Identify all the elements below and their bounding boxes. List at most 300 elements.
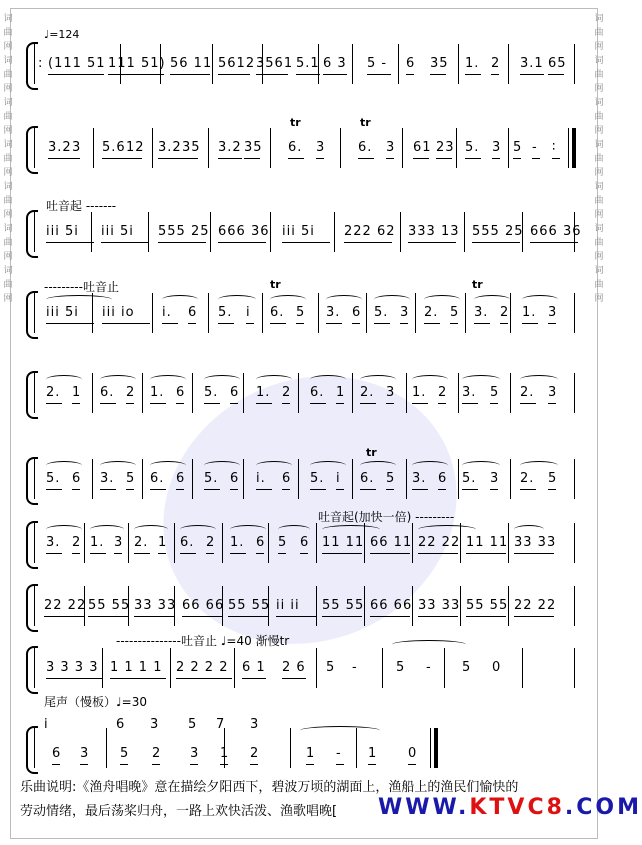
beam-line <box>120 764 128 765</box>
jianpu-note: 55 55 <box>322 598 365 613</box>
jianpu-note: 1 <box>336 385 346 400</box>
beam-line <box>386 489 394 490</box>
beam-line <box>548 489 556 490</box>
barline <box>34 523 35 563</box>
beam-line <box>126 489 134 490</box>
jianpu-note: 6 <box>230 385 240 400</box>
barline <box>334 212 335 252</box>
beam-line <box>400 323 408 324</box>
jianpu-note: 2 <box>72 535 82 550</box>
beam-line <box>310 403 326 404</box>
system-brace <box>26 291 38 339</box>
beam-line <box>101 242 149 243</box>
barline <box>34 459 35 499</box>
trill-mark: tr <box>366 446 377 459</box>
jianpu-note: 55 55 <box>466 598 509 613</box>
jianpu-note: 5 <box>513 140 523 155</box>
slur <box>46 295 112 304</box>
jianpu-note: 3.2 <box>48 140 72 155</box>
barline <box>290 728 291 768</box>
beam-line <box>220 764 228 765</box>
beam-line <box>418 616 458 617</box>
jianpu-note: 3 <box>492 140 502 155</box>
jianpu-note: 33 33 <box>514 535 557 550</box>
jianpu-note: 1 <box>220 746 230 761</box>
barline <box>406 373 407 413</box>
beam-line <box>370 553 410 554</box>
barline <box>142 373 143 413</box>
jianpu-note: 0 <box>408 746 418 761</box>
jianpu-note: 3. <box>474 305 489 320</box>
beam-line <box>48 158 72 159</box>
jianpu-note: 5 <box>450 305 460 320</box>
barline <box>465 293 466 333</box>
jianpu-note: 3.2 <box>218 140 242 155</box>
jianpu-note: - <box>532 140 538 155</box>
beam-line <box>368 764 376 765</box>
barline <box>415 293 416 333</box>
jianpu-note: 1. <box>465 56 480 71</box>
barline <box>92 459 93 499</box>
barline <box>508 44 509 84</box>
slur <box>374 295 410 304</box>
jianpu-note: 3 <box>80 746 90 761</box>
beam-line <box>218 158 242 159</box>
jianpu-note: 6. <box>310 385 325 400</box>
slur <box>204 461 240 470</box>
jianpu-note: 61 <box>413 140 432 155</box>
beam-line <box>158 158 182 159</box>
jianpu-note: 1. <box>256 385 271 400</box>
jianpu-note: 5 <box>548 471 558 486</box>
jianpu-note: 33 33 <box>418 598 461 613</box>
barline <box>152 293 153 333</box>
beam-line <box>438 403 446 404</box>
beam-line <box>408 764 416 765</box>
end-barline-thin <box>568 128 569 168</box>
beam-line <box>514 616 554 617</box>
site-watermark <box>378 795 642 820</box>
system-brace <box>26 726 38 774</box>
slur <box>462 375 500 384</box>
ending-upper-note: 6 <box>116 717 126 732</box>
system-brace <box>26 584 38 632</box>
beam-line <box>250 764 258 765</box>
jianpu-note: 3. <box>412 471 427 486</box>
jianpu-note: i. <box>162 305 172 320</box>
barline <box>268 523 269 563</box>
barline <box>340 128 341 168</box>
beam-line <box>520 74 544 75</box>
beam-line <box>386 158 394 159</box>
jianpu-note: 35 <box>430 56 449 71</box>
beam-line <box>228 616 268 617</box>
beam-line <box>44 616 84 617</box>
system-brace <box>26 371 38 419</box>
barline <box>208 128 209 168</box>
side-watermark-right: 词曲网词曲网词曲网词曲网词曲网词曲网词曲网 <box>594 14 604 304</box>
beam-line <box>336 489 344 490</box>
barline <box>234 648 235 688</box>
beam-line <box>48 74 104 75</box>
beam-line <box>218 323 234 324</box>
jianpu-note: 6. <box>150 471 165 486</box>
jianpu-note: 23 <box>436 140 455 155</box>
jianpu-note: i. <box>256 471 266 486</box>
jianpu-note: 3 <box>400 305 410 320</box>
jianpu-note: 66 66 <box>182 598 225 613</box>
beam-line <box>276 616 316 617</box>
jianpu-note: 2 6 <box>282 660 306 675</box>
jianpu-note: 6 <box>256 535 266 550</box>
barline <box>574 586 575 626</box>
beam-line <box>386 403 394 404</box>
staff-system <box>34 523 574 563</box>
beam-line <box>491 74 499 75</box>
jianpu-note: 5612 <box>218 56 256 71</box>
jianpu-note: 6 <box>438 471 448 486</box>
jianpu-note: 3 <box>548 385 558 400</box>
jianpu-note: 65 <box>548 56 567 71</box>
ending-upper-note: i <box>44 717 49 732</box>
beam-line <box>296 74 320 75</box>
barline <box>444 648 445 688</box>
slur <box>134 525 168 534</box>
jianpu-note: 6 <box>352 305 362 320</box>
jianpu-note: iii 5i <box>101 224 134 239</box>
beam-line <box>134 616 174 617</box>
beam-line <box>336 403 344 404</box>
beam-line <box>514 553 554 554</box>
jianpu-note: 0 <box>492 660 502 675</box>
beam-line <box>246 323 254 324</box>
barline <box>398 44 399 84</box>
beam-line <box>152 764 160 765</box>
beam-line <box>158 242 206 243</box>
beam-line <box>218 242 266 243</box>
jianpu-note: 66 66 <box>370 598 413 613</box>
beam-line <box>532 158 540 159</box>
jianpu-note: 22 22 <box>44 598 87 613</box>
beam-line <box>412 489 428 490</box>
beam-line <box>408 242 456 243</box>
jianpu-note: 6 <box>176 471 186 486</box>
jianpu-note: 5. <box>204 471 219 486</box>
slur <box>162 295 198 304</box>
beam-line <box>88 616 128 617</box>
jianpu-note: 6 <box>188 305 198 320</box>
jianpu-note: - <box>426 660 432 675</box>
barline <box>34 293 35 333</box>
beam-line <box>218 74 250 75</box>
jianpu-note: 35 <box>182 140 201 155</box>
jianpu-note: 5. <box>218 305 233 320</box>
beam-line <box>100 403 116 404</box>
slur <box>90 525 124 534</box>
beam-line <box>500 323 508 324</box>
barline <box>352 459 353 499</box>
jianpu-note: 3.1 <box>520 56 544 71</box>
beam-line <box>256 403 272 404</box>
repeat-start-sign: : <box>38 56 44 71</box>
jianpu-note: 6. <box>288 140 303 155</box>
barline <box>34 648 35 688</box>
beam-line <box>492 158 500 159</box>
beam-line <box>412 403 428 404</box>
jianpu-note: 2 <box>250 746 260 761</box>
jianpu-note: 1 <box>72 385 82 400</box>
barline <box>316 523 317 563</box>
barline <box>91 212 92 252</box>
jianpu-note: 6 <box>176 385 186 400</box>
side-watermark-left: 词曲网词曲网词曲网词曲网词曲网词曲网词曲网 <box>3 14 13 304</box>
jianpu-note: 12 <box>126 140 145 155</box>
slur <box>360 461 396 470</box>
beam-line <box>52 764 60 765</box>
jianpu-note: 2 <box>206 535 216 550</box>
beam-line <box>326 323 342 324</box>
jianpu-note: 111 51) <box>108 56 166 71</box>
staff-system <box>34 212 582 252</box>
barline <box>270 212 271 252</box>
barline <box>382 648 383 688</box>
jianpu-note: 555 25 <box>472 224 524 239</box>
beam-line <box>552 158 560 159</box>
barline <box>522 648 523 688</box>
beam-line <box>176 678 232 679</box>
jianpu-note: 55 55 <box>228 598 271 613</box>
jianpu-note: 5 <box>120 746 130 761</box>
beam-line <box>336 764 344 765</box>
jianpu-note: 5 <box>490 385 500 400</box>
beam-line <box>158 553 166 554</box>
performance-annotation: 吐音起 ------- <box>46 199 117 213</box>
jianpu-note: 2 2 2 2 <box>176 660 229 675</box>
barline <box>318 293 319 333</box>
jianpu-note: i <box>336 471 341 486</box>
jianpu-note: 2. <box>134 535 149 550</box>
beam-line <box>438 489 446 490</box>
beam-line <box>310 489 326 490</box>
beam-line <box>466 616 506 617</box>
beam-line <box>282 242 330 243</box>
beam-line <box>548 74 564 75</box>
slur <box>256 461 292 470</box>
beam-line <box>406 74 414 75</box>
jianpu-note: 2 <box>152 746 162 761</box>
jianpu-note: 5 <box>386 471 396 486</box>
system-brace <box>26 521 38 569</box>
beam-line <box>190 764 198 765</box>
slur <box>520 375 558 384</box>
barline <box>352 44 353 84</box>
jianpu-note: - <box>336 746 342 761</box>
beam-line <box>108 74 164 75</box>
barline <box>508 128 509 168</box>
jianpu-note: 2 <box>438 385 448 400</box>
beam-line <box>418 553 458 554</box>
tie-slur <box>392 640 466 649</box>
beam-line <box>424 323 440 324</box>
jianpu-note: 6. <box>358 140 373 155</box>
barline <box>574 293 575 333</box>
beam-line <box>316 158 324 159</box>
beam-line <box>490 489 498 490</box>
barline <box>400 212 401 252</box>
slur <box>204 375 240 384</box>
jianpu-note: 3. <box>46 535 61 550</box>
slur <box>256 375 292 384</box>
jianpu-note: iii 5i <box>46 224 79 239</box>
barline <box>34 373 35 413</box>
beam-line <box>490 403 498 404</box>
barline <box>142 459 143 499</box>
beam-line <box>322 553 362 554</box>
slur <box>310 461 346 470</box>
barline <box>208 293 209 333</box>
jianpu-note: 3 <box>72 140 82 155</box>
jianpu-note: 2. <box>360 385 375 400</box>
jianpu-note: 1. <box>522 305 537 320</box>
ending-upper-note: 3 <box>250 717 260 732</box>
barline <box>34 128 35 168</box>
slur <box>424 295 460 304</box>
jianpu-note: i <box>246 305 251 320</box>
barline <box>210 212 211 252</box>
jianpu-note: 5 <box>126 471 136 486</box>
slur <box>278 525 310 534</box>
jianpu-note: 2 <box>491 56 501 71</box>
jianpu-note: iii 5i <box>46 305 79 320</box>
jianpu-note: 3. <box>326 305 341 320</box>
barline <box>510 459 511 499</box>
beam-line <box>72 403 80 404</box>
barline <box>574 523 575 563</box>
beam-line <box>462 489 478 490</box>
beam-line <box>300 553 308 554</box>
jianpu-note: 3 <box>490 471 500 486</box>
beam-line <box>244 158 260 159</box>
beam-line <box>162 323 178 324</box>
slur <box>326 295 362 304</box>
jianpu-note: 6. <box>360 471 375 486</box>
jianpu-note: 3 3 3 3 <box>46 660 99 675</box>
end-barline-thin <box>430 728 431 768</box>
beam-line <box>520 403 536 404</box>
beam-line <box>46 489 62 490</box>
beam-line <box>230 553 246 554</box>
performance-annotation: 吐音起(加快一倍) --------- <box>318 510 455 524</box>
system-brace <box>26 42 38 90</box>
beam-line <box>358 158 374 159</box>
beam-line <box>46 403 62 404</box>
beam-line <box>46 242 94 243</box>
beam-line <box>134 553 150 554</box>
watermark-www: WWW. <box>378 795 470 820</box>
slur <box>360 375 396 384</box>
jianpu-note: 3. <box>100 471 115 486</box>
jianpu-note: 11 11 <box>322 535 365 550</box>
jianpu-note: 5 - <box>367 56 388 71</box>
jianpu-note: - <box>352 660 358 675</box>
beam-line <box>548 323 556 324</box>
slur <box>100 461 136 470</box>
barline <box>243 373 244 413</box>
jianpu-note: 3 <box>386 385 396 400</box>
jianpu-note: 5.1 <box>296 56 320 71</box>
barline <box>574 373 575 413</box>
jianpu-note: 6 1 <box>242 660 266 675</box>
barline <box>84 523 85 563</box>
beam-line <box>323 74 347 75</box>
jianpu-note: 5. <box>310 471 325 486</box>
jianpu-note: 6. <box>270 305 285 320</box>
staff-system <box>34 648 574 688</box>
beam-line <box>465 158 481 159</box>
beam-line <box>206 553 214 554</box>
beam-line <box>204 489 220 490</box>
beam-line <box>530 242 578 243</box>
jianpu-note: 22 22 <box>514 598 557 613</box>
jianpu-note: 5 <box>396 660 406 675</box>
end-barline-thick <box>434 728 438 768</box>
beam-line <box>288 158 304 159</box>
barline <box>456 128 457 168</box>
barline <box>464 212 465 252</box>
jianpu-note: 6 3 <box>323 56 347 71</box>
jianpu-note: 5. <box>204 385 219 400</box>
beam-line <box>204 403 220 404</box>
jianpu-note: 5.6 <box>102 140 126 155</box>
jianpu-note: 1 <box>368 746 378 761</box>
barline <box>92 373 93 413</box>
slur <box>100 375 136 384</box>
beam-line <box>344 242 392 243</box>
barline <box>316 586 317 626</box>
staff-system <box>34 293 574 333</box>
jianpu-note: 6 <box>282 471 292 486</box>
jianpu-note: 2 <box>500 305 510 320</box>
beam-line <box>466 553 506 554</box>
jianpu-note: 2. <box>520 471 535 486</box>
jianpu-note: ii ii <box>276 598 300 613</box>
ending-upper-note: 7 <box>216 717 226 732</box>
staff-system <box>34 459 574 499</box>
jianpu-note: 3.2 <box>158 140 182 155</box>
barline <box>148 212 149 252</box>
description-line-1: 乐曲说明:《渔舟唱晚》意在描绘夕阳西下，碧波万顷的湖面上，渔船上的渔民们愉快的 <box>20 780 519 795</box>
barline <box>574 459 575 499</box>
beam-line <box>513 158 521 159</box>
beam-line <box>230 403 238 404</box>
system-brace <box>26 210 38 258</box>
trill-mark: tr <box>472 278 483 291</box>
barline <box>93 128 94 168</box>
beam-line <box>126 158 142 159</box>
beam-line <box>282 678 306 679</box>
jianpu-note: 6. <box>180 535 195 550</box>
beam-line <box>367 74 391 75</box>
beam-line <box>188 323 196 324</box>
jianpu-note: 2. <box>520 385 535 400</box>
slur <box>412 461 448 470</box>
jianpu-note: 55 55 <box>88 598 131 613</box>
jianpu-note: 666 36 <box>530 224 582 239</box>
beam-line <box>322 616 362 617</box>
beam-line <box>126 403 134 404</box>
slur <box>412 375 448 384</box>
barline <box>270 128 271 168</box>
